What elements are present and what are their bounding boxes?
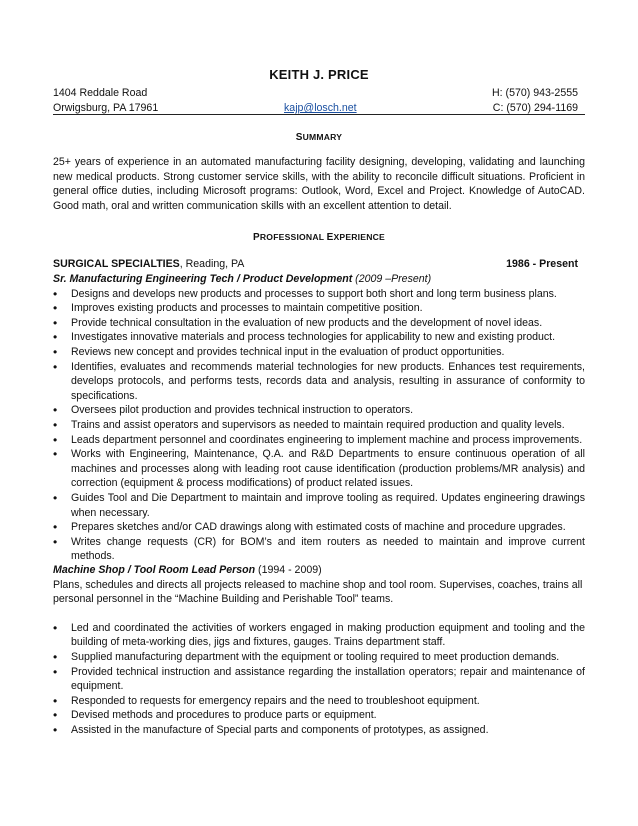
list-item: • Writes change requests (CR) for BOM’s and item routers as needed to maintain and improve current methods.: [53, 535, 585, 564]
summary-text: 25+ years of experience in an automated manufacturing facility designing, developing, validating and launching new medical products. Strong customer service skills, with the ability to reconcile difficult situations. Proficient in general office duties, including Microsoft programs: Outlook, Word, Excel and Project. Knowledge of AutoCAD. Good math, oral and written communication skills with an excellent attention to detail.: [53, 156, 585, 212]
list-item: • Identifies, evaluates and recommends material technologies for new products. Enhances test requirements, develops protocols, and performs tests, records data and analysis, resulting in assurance of conformity to specifications.: [53, 360, 585, 404]
list-item: • Provided technical instruction and assistance regarding the installation operators; repair and maintenance of equipment.: [53, 665, 585, 694]
header-divider: [53, 114, 585, 115]
role2-section: [53, 563, 585, 738]
list-item: • Reviews new concept and provides technical input in the evaluation of product opportunities.: [53, 345, 585, 360]
list-item: • Improves existing products and processes to maintain competitive position.: [53, 301, 585, 316]
email-link[interactable]: kajp@losch.net: [284, 102, 357, 114]
list-item: • Trains and assist operators and supervisors as needed to maintain required production and quality levels.: [53, 418, 585, 433]
list-item: • Responded to requests for emergency repairs and the need to troubleshoot equipment.: [53, 694, 585, 709]
experience-heading: [0, 230, 638, 246]
list-item: • Devised methods and procedures to produce parts or equipment.: [53, 708, 585, 723]
list-item: • Works with Engineering, Maintenance, Q.A. and R&D Departments to ensure continuous operation of all machines and processes along with leading root cause identification (production problems/MR analysis) and correction (equipment & process modifications) of product related issues.: [53, 447, 585, 491]
list-item: • Supplied manufacturing department with the equipment or tooling required to meet production demands.: [53, 650, 585, 665]
list-item: • Oversees pilot production and provides technical instruction to operators.: [53, 403, 585, 418]
list-item: • Led and coordinated the activities of workers engaged in making production equipment and tooling and the building of meta-working dies, jigs and fixtures, gauges. Trains department staff.: [53, 621, 585, 650]
summary-heading: [0, 130, 638, 146]
role1-title-line: [53, 272, 585, 287]
list-item: • Designs and develops new products and processes to support both short and long term business plans.: [53, 287, 585, 302]
address-line-2: Orwigsburg, PA 17961: [53, 102, 159, 114]
role2-bullet-list: [53, 621, 585, 738]
experience-heading-part-2: XPERIENCE: [333, 232, 385, 242]
list-item: • Investigates innovative materials and process technologies for applicability to new and existing product.: [53, 330, 585, 345]
company-location: , Reading, PA: [179, 258, 245, 270]
cell-phone: C: (570) 294-1169: [492, 102, 578, 114]
summary-heading-rest: UMMARY: [302, 132, 343, 142]
candidate-name: KEITH J. PRICE: [269, 67, 369, 82]
address-line-1: 1404 Reddale Road: [53, 87, 148, 99]
experience-heading-part-1: ROFESSIONAL: [259, 232, 327, 242]
summary-heading-initial: S: [295, 132, 303, 143]
list-item: • Leads department personnel and coordinates engineering to implement machine and process improvements.: [53, 433, 585, 448]
home-phone: H: (570) 943-2555: [492, 87, 578, 99]
experience-heading-initial-2: E: [326, 232, 334, 243]
experience-section: [53, 257, 585, 564]
list-item: • Provide technical consultation in the evaluation of new products and the development of novel ideas.: [53, 316, 585, 331]
list-item: • Prepares sketches and/or CAD drawings along with estimated costs of machine and procedure upgrades.: [53, 520, 585, 535]
company-name: SURGICAL SPECIALTIES: [53, 258, 180, 270]
experience-heading-initial-1: P: [253, 232, 260, 243]
employment-dates: 1986 - Present: [506, 258, 578, 270]
role2-title-line: [53, 563, 585, 578]
list-item: • Assisted in the manufacture of Special parts and components of prototypes, as assigned.: [53, 723, 585, 738]
list-item: • Guides Tool and Die Department to maintain and improve tooling as required. Updates engineering drawings when necessary.: [53, 491, 585, 520]
role1-bullet-list: [53, 287, 585, 564]
contact-block: [53, 86, 585, 116]
role2-title: Machine Shop / Tool Room Lead Person: [53, 564, 256, 576]
role1-period: (2009 –Present): [352, 273, 432, 285]
company-line: [53, 257, 585, 272]
role1-title: Sr. Manufacturing Engineering Tech / Product Development: [53, 273, 353, 285]
role2-description: Plans, schedules and directs all projects released to machine shop and tool room. Supervises, coaches, trains all personal personnel in the “Machine Building and Perishable Tool” teams.: [53, 578, 583, 606]
role2-period: (1994 - 2009): [255, 564, 322, 576]
